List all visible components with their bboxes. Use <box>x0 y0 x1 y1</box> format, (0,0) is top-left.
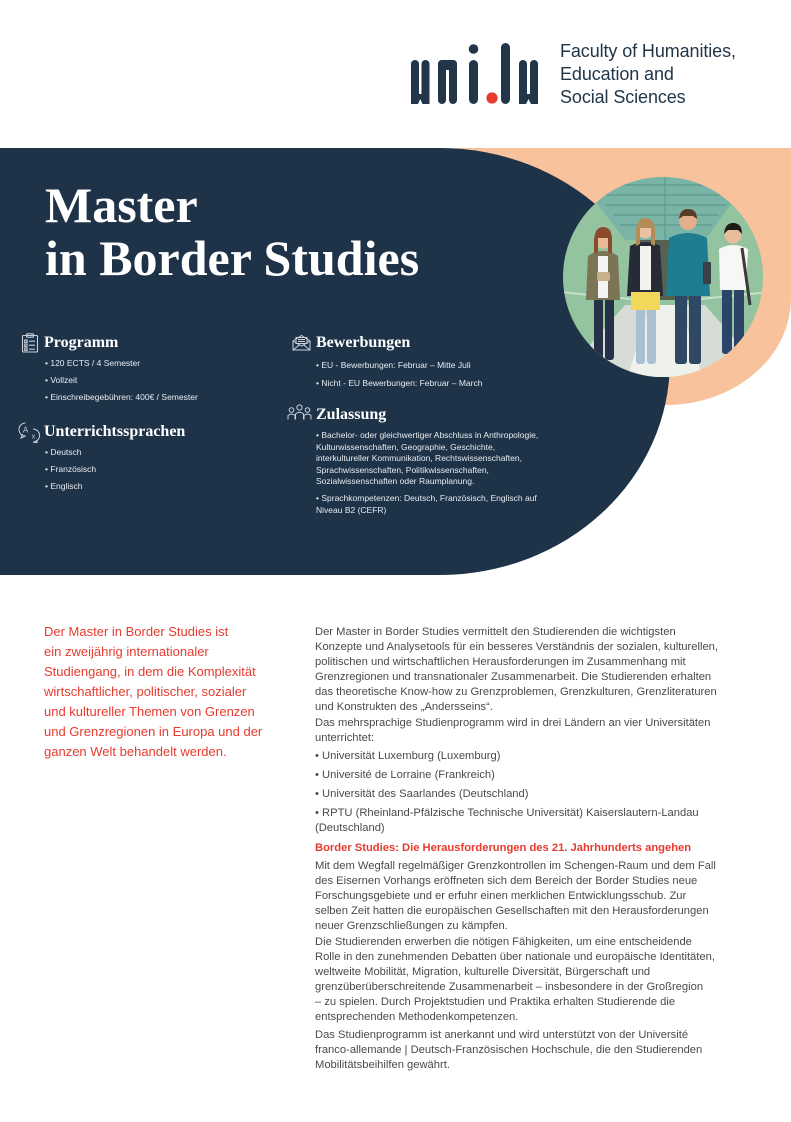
list-item-line: • Sprachkompetenzen: Deutsch, Französisch, Englisch auf <box>316 493 538 505</box>
list-item-line: Kulturwissenschaften, Geographie, Geschichte, <box>316 441 496 452</box>
section-heading-zulassung: Zulassung <box>316 406 387 423</box>
text-line: Forschungsgebiete und er erfuhr einen merklichen Entwicklungsschub. Zur <box>315 889 687 902</box>
text-line: Das mehrsprachige Studienprogramm wird in drei Ländern an vier Universitäten <box>315 716 711 729</box>
text-line: neuer Grenzschließungen zu kämpfen. <box>315 919 508 932</box>
open-envelope-icon <box>292 334 311 351</box>
description-paragraph <box>315 716 745 746</box>
text-line: unterrichtet: <box>315 731 375 744</box>
intro-line: ein zweijährig internationaler <box>44 644 209 659</box>
zulassung-list <box>316 430 538 516</box>
university-item <box>315 787 745 802</box>
svg-text:x: x <box>31 433 36 441</box>
list-item: • Einschreibegebühren: 400€ / Semester <box>45 389 198 406</box>
text-line: Mobilitätsbeihilfen gewährt. <box>315 1058 450 1071</box>
page-title <box>45 179 419 285</box>
clipboard-checklist-icon <box>21 333 39 353</box>
description-paragraph <box>315 935 745 1025</box>
section-heading-programm: Programm <box>44 334 119 351</box>
list-item: • Vollzeit <box>45 372 198 389</box>
list-item: • Französisch <box>45 461 96 478</box>
list-item: • Nicht - EU Bewerbungen: Februar – March <box>316 374 482 392</box>
program-description <box>315 625 745 1073</box>
text-line: Die Studierenden erwerben die nötigen Fähigkeiten, um eine entscheidende <box>315 935 692 948</box>
text-line: Der Master in Border Studies vermittelt den Studierenden die wichtigsten <box>315 625 676 638</box>
text-line: • Université de Lorraine (Frankreich) <box>315 768 745 783</box>
text-line: Mit dem Wegfall regelmäßiger Grenzkontrollen im Schengen-Raum und dem Fall <box>315 859 716 872</box>
text-line: Das Studienprogramm ist anerkannt und wird unterstützt von der Université <box>315 1028 689 1041</box>
list-item-line: • Bachelor- oder gleichwertiger Abschluss in Anthropologie, <box>316 430 538 442</box>
university-item <box>315 806 745 836</box>
list-item-line: Niveau B2 (CEFR) <box>316 504 387 515</box>
intro-line: wirtschaftlicher, politischer, sozialer <box>44 684 247 699</box>
faculty-name-line: Education and <box>560 63 674 84</box>
programm-list <box>45 355 198 406</box>
page-title-line: Master <box>45 177 198 233</box>
group-of-people-icon <box>287 404 312 420</box>
text-line: des Eisernen Vorhangs eröffneten sich dem Bereich der Border Studies neue <box>315 874 698 887</box>
text-line: • Universität des Saarlandes (Deutschland) <box>315 787 745 802</box>
intro-summary <box>44 622 294 762</box>
list-item: • Deutsch <box>45 444 96 461</box>
text-line: das theoretische Know-how zu Grenzproblemen, Grenzkulturen, Grenzliteraturen <box>315 685 717 698</box>
list-item <box>316 430 538 488</box>
list-item: • Englisch <box>45 478 96 495</box>
list-item <box>316 493 538 516</box>
text-line: • Universität Luxemburg (Luxemburg) <box>315 749 745 764</box>
text-line: (Deutschland) <box>315 821 385 834</box>
list-item-line: Sozialwissenschaften oder Raumplanung. <box>316 476 475 487</box>
section-subheading: Border Studies: Die Herausforderungen des 21. Jahrhunderts angehen <box>315 841 692 854</box>
text-line: Grenzregionen und transnationaler Zusammenarbeit. Die Studierenden erhalten <box>315 670 712 683</box>
intro-line: und kultureller Themen von Grenzen <box>44 704 255 719</box>
svg-text:A: A <box>22 425 29 435</box>
unterrichtssprachen-list <box>45 444 96 495</box>
translate-speech-bubbles-icon <box>18 422 41 443</box>
faculty-name-line: Faculty of Humanities, <box>560 40 736 61</box>
description-paragraph <box>315 859 745 934</box>
intro-line: Studiengang, in dem die Komplexität <box>44 664 256 679</box>
section-heading-bewerbungen: Bewerbungen <box>316 334 411 351</box>
intro-line: und Grenzregionen in Europa und der <box>44 724 263 739</box>
intro-line: Der Master in Border Studies ist <box>44 624 229 639</box>
text-line: und Konstrukten des „Andersseins“. <box>315 700 493 713</box>
bewerbungen-list <box>316 356 482 392</box>
section-heading-unterrichtssprachen: Unterrichtssprachen <box>44 423 186 440</box>
text-line: Konzepte und Analysetools für ein besseres Verständnis der sozialen, kulturellen, <box>315 640 718 653</box>
page-title-line: in Border Studies <box>45 230 420 286</box>
university-item <box>315 768 745 783</box>
text-line: – zu spielen. Durch Projektstudien und Praktika erhalten Studierende die <box>315 995 676 1008</box>
text-line: entsprechenden Methodenkompetenzen. <box>315 1010 519 1023</box>
text-line: weltweite Mobilität, Migration, kulturelle Diversität, Bürgerschaft und <box>315 965 651 978</box>
university-item <box>315 749 745 764</box>
text-line: selben Zeit hatten die europäischen Gesellschaften mit den Herausforderungen <box>315 904 709 917</box>
text-line: • RPTU (Rheinland-Pfälzische Technische Universität) Kaiserslautern-Landau <box>315 806 745 821</box>
description-paragraph <box>315 1028 745 1073</box>
text-line: grenzüberüberschreitende Zusammenarbeit – insbesondere in der Großregion <box>315 980 704 993</box>
intro-line: ganzen Welt behandelt werden. <box>44 744 227 759</box>
faculty-name-line: Social Sciences <box>560 86 686 107</box>
description-paragraph <box>315 625 745 715</box>
list-item-line: Sprachwissenschaften, Politikwissenschaften, <box>316 464 489 475</box>
universities-list <box>315 749 745 836</box>
text-line: politischen und wirtschaftlichen Herausforderungen im Zusammenhang mit <box>315 655 686 668</box>
text-line: franco-allemande | Deutsch-Französischen Hochschule, die den Studierenden <box>315 1043 703 1056</box>
text-line: Rolle in den zunehmenden Debatten über nationale und europäische Identitäten, <box>315 950 715 963</box>
list-item-line: interkultureller Kommunikation, Rechtswissenschaften, <box>316 453 522 464</box>
list-item: • 120 ECTS / 4 Semester <box>45 355 198 372</box>
list-item: • EU - Bewerbungen: Februar – Mitte Juli <box>316 356 482 374</box>
